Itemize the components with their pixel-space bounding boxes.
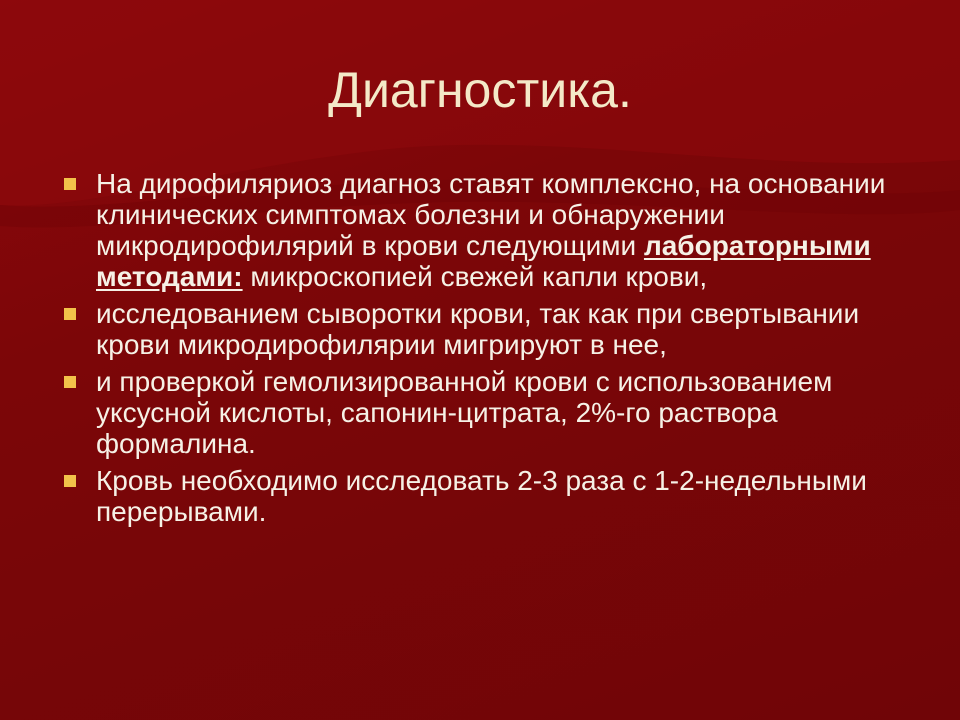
bullet-emphasis: лабораторными методами: <box>96 230 871 292</box>
square-bullet-icon <box>64 308 76 320</box>
slide-title: Диагностика. <box>328 62 632 118</box>
bullet-text: Кровь необходимо исследовать 2-3 раза с 1-2-недельными перерывами. <box>96 465 867 527</box>
square-bullet-icon <box>64 475 76 487</box>
bullet-list <box>64 168 914 533</box>
square-bullet-icon <box>64 376 76 388</box>
bullet-text-after: микроскопией свежей капли крови, <box>242 261 708 292</box>
square-bullet-icon <box>64 178 76 190</box>
bullet-item-1 <box>64 168 914 292</box>
bullet-item-2 <box>64 298 914 360</box>
bullet-text: и проверкой гемолизированной крови с использованием уксусной кислоты, сапонин-цитрата, 2%-го раствора формалина. <box>96 366 833 459</box>
bullet-text: исследованием сыворотки крови, так как при свертывании крови микродирофилярии мигрируют в нее, <box>96 298 860 360</box>
bullet-text-before: На дирофиляриоз диагноз ставят комплексно, на основании клинических симптомах болезни и обнаружении микродирофилярий в крови следующими <box>96 168 886 261</box>
bullet-item-4 <box>64 465 914 527</box>
bullet-item-3 <box>64 366 914 459</box>
